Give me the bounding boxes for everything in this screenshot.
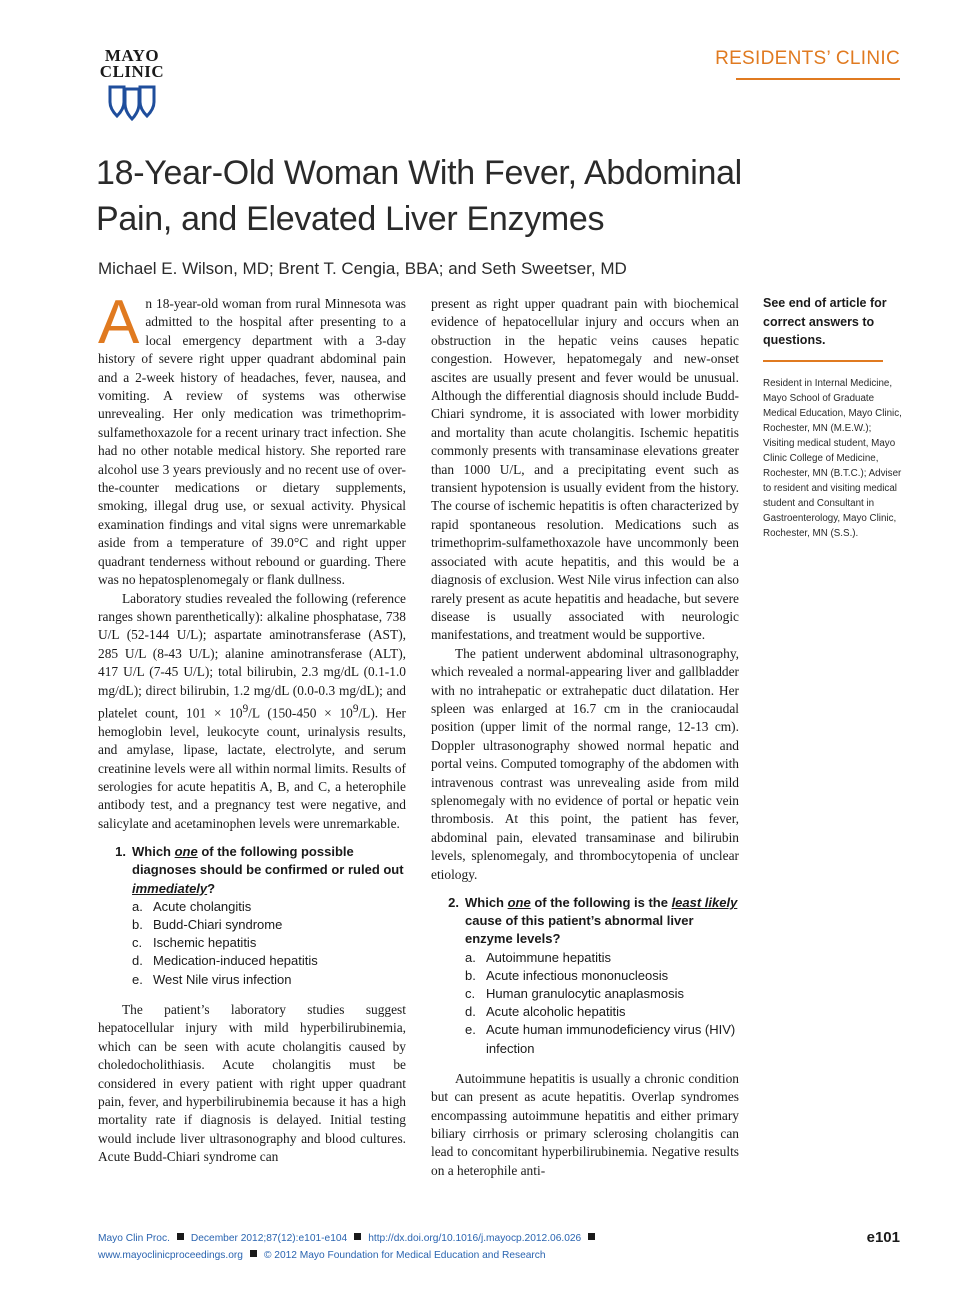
question-1-number: 1. <box>115 844 126 860</box>
question-1-option: b. Budd-Chiari syndrome <box>132 917 283 933</box>
drop-cap: A <box>98 288 140 357</box>
question-2-option: e. Acute human immunodeficiency virus (HIV) infection <box>465 1022 736 1056</box>
article-authors: Michael E. Wilson, MD; Brent T. Cengia, BBA; and Seth Sweetser, MD <box>98 259 627 278</box>
section-label: RESIDENTS’ CLINIC <box>715 48 900 69</box>
question-1-option: a. Acute cholangitis <box>132 898 252 914</box>
square-bullet-icon <box>250 1250 257 1257</box>
logo-word-clinic: CLINIC <box>99 62 165 81</box>
question-2-options <box>431 949 739 1058</box>
question-1-options <box>98 898 406 989</box>
paragraph-intro <box>98 288 406 590</box>
logo-word-mayo: MAYO <box>104 46 160 65</box>
question-2-option: d. Acute alcoholic hepatitis <box>465 1004 626 1020</box>
labs-text-c: /L). Her hemoglobin level, leukocyte count, urinalysis results, and amylase, lipase, lactate, electrolyte, and serum creatinine levels were all within normal limits. Results of serologies for acute hepatitis A, B, and C, a heterophile antibody test, and a pregnancy test were negative, and salicylate and acetaminophen levels were unremarkable. <box>98 705 406 831</box>
paragraph-discussion-2: present as right upper quadrant pain with biochemical evidence of hepatocellular injury and occurs when an obstruction in the hepatic veins causes hepatic congestion. However, hepatomegaly and new-onset ascites are usually present and fever would be unusual. Although the differential diagnosis should include Budd-Chiari syndrome, it is associated with lower morbidity and mortality than acute cholangitis. Ischemic hepatitis commonly presents with transaminase elevations greater than 1000 U/L, and a precipitating event such as transient hypotension is usually evident from the history. The course of ischemic hepatitis is often characterized by rapid spontaneous resolution. Medications such as trimethoprim-sulfamethoxazole have uncommonly been associated with acute hepatitis, and this would be a diagnosis of exclusion. West Nile virus infection can also rarely present as acute hepatitis and headache, but severe disease is usually associated with neurologic manifestations, and treatment would be supportive. <box>431 296 739 643</box>
paragraph-labs <box>98 590 406 834</box>
footer-issue: December 2012;87(12):e101-e104 <box>190 1233 348 1244</box>
footer-line-2 <box>98 1247 900 1264</box>
see-end-note: See end of article for correct answers to questions. <box>763 296 887 347</box>
text-column-2 <box>431 295 739 1180</box>
question-1-stem <box>98 843 406 898</box>
sidebar <box>763 294 903 541</box>
article-title: 18-Year-Old Woman With Fever, Abdominal Pain, and Elevated Liver Enzymes <box>96 154 742 238</box>
footer-site-link[interactable]: www.mayoclinicproceedings.org <box>98 1250 243 1261</box>
paragraph-discussion-3: Autoimmune hepatitis is usually a chronic condition but can present as acute hepatitis. Overlap syndromes encompassing autoimmune hepatitis and either primary biliary cirrhosis or primary sclerosing cholangitis can lead to concomitant hyperbilirubinemia. Negative results on a heterophile anti- <box>431 1070 739 1178</box>
footer-copyright: © 2012 Mayo Foundation for Medical Education and Research <box>263 1250 546 1261</box>
question-2-option: c. Human granulocytic anaplasmosis <box>465 986 684 1002</box>
sidebar-rule <box>763 360 883 362</box>
square-bullet-icon <box>354 1233 361 1240</box>
mayo-clinic-logo <box>96 48 168 127</box>
mayo-shields-icon <box>107 84 157 122</box>
page-footer <box>98 1230 900 1264</box>
question-1-option: c. Ischemic hepatitis <box>132 935 257 951</box>
footer-doi-link[interactable]: http://dx.doi.org/10.1016/j.mayocp.2012.06.026 <box>368 1233 582 1244</box>
intro-text: n 18-year-old woman from rural Minnesota was admitted to the hospital after presenting to a local emergency department with a 3-day history of severe right upper quadrant abdominal pain and a 2-week history of headaches, fever, nausea, and vomiting. A review of systems was otherwise unrevealing. Her only medication was trimethoprim-sulfamethoxazole for a recent urinary tract infection. She had no other notable medical history. She reported rare alcohol use 3 years previously and no recent use of over-the-counter medications or dietary supplements, smoking, illegal drug use, or sexual activity. Physical examination findings and vital signs were unremarkable aside from a temperature of 39.0°C and right upper quadrant tenderness without rebound or guarding. There was no hepatosplenomegaly or flank dullness. <box>98 296 406 588</box>
question-2-option: a. Autoimmune hepatitis <box>465 949 612 965</box>
paragraph-imaging: The patient underwent abdominal ultrasonography, which revealed a normal-appearing liver and gallbladder with no intrahepatic or extrahepatic duct dilatation. Her spleen was enlarged at 16.7 cm in the craniocaudal position (upper limit of the normal range, 12-13 cm). Doppler ultrasonography showed normal hepatic and portal veins. Computed tomography of the abdomen with intravenous contrast was unrevealing aside from mild splenomegaly with no evidence of portal or hepatic vein thrombosis. At this point, the patient has fever, abdominal pain, elevated transaminase and bilirubin levels, splenomegaly, and thrombocytopenia of unclear etiology. <box>431 645 739 882</box>
question-2-stem <box>431 894 739 949</box>
labs-sup-1: 9 <box>242 702 249 715</box>
paragraph-discussion-1: The patient’s laboratory studies suggest hepatocellular injury with mild hyperbilirubinemia, which can be seen with acute cholangitis caused by choledocholithiasis. Acute cholangitis must be considered in every patient with right upper quadrant pain, fever, and hyperbilirubinemia because it has a high mortality rate if diagnosis is delayed. Initial testing would include liver ultrasonography and blood cultures. Acute Budd-Chiari syndrome can <box>98 1001 406 1165</box>
question-1-option: e. West Nile virus infection <box>132 971 292 987</box>
question-1-text: Which one of the following possible diagnoses should be confirmed or ruled out immediately? <box>132 844 404 896</box>
footer-journal: Mayo Clin Proc. <box>98 1233 170 1244</box>
page-number: e101 <box>866 1229 900 1246</box>
text-column-1 <box>98 288 406 1167</box>
footer-line-1 <box>98 1230 900 1247</box>
section-rule <box>736 78 900 80</box>
question-1-option: d. Medication-induced hepatitis <box>132 953 318 969</box>
question-2-number: 2. <box>448 895 459 910</box>
square-bullet-icon <box>177 1233 184 1240</box>
author-affiliations: Resident in Internal Medicine, Mayo School of Graduate Medical Education, Mayo Clinic, Rochester, MN (M.E.W.); Visiting medical student, Mayo Clinic College of Medicine, Rochester, MN (B.T.C.); Adviser to resident and visiting medical student and Consultant in Gastroenterology, Mayo Clinic, Rochester, MN (S.S.). <box>763 377 902 539</box>
question-2 <box>431 894 739 1058</box>
labs-text-b: /L (150-450 × 10 <box>248 705 353 721</box>
question-2-text: Which one of the following is the least likely cause of this patient’s abnormal liver enzyme levels? <box>465 895 738 947</box>
square-bullet-icon <box>588 1233 595 1240</box>
question-1 <box>98 843 406 989</box>
labs-text-a: Laboratory studies revealed the following (reference ranges shown parenthetically): alkaline phosphatase, 738 U/L (52-144 U/L); aspartate aminotransferase (AST), 285 U/L (8-43 U/L); alanine aminotransferase (ALT), 417 U/L (7-45 U/L); total bilirubin, 2.3 mg/dL (0.1-1.0 mg/dL); direct bilirubin, 1.2 mg/dL (0.0-0.3 mg/dL); and platelet count, 101 × 10 <box>98 590 406 721</box>
labs-sup-2: 9 <box>352 702 359 715</box>
question-2-option: b. Acute infectious mononucleosis <box>465 967 669 983</box>
